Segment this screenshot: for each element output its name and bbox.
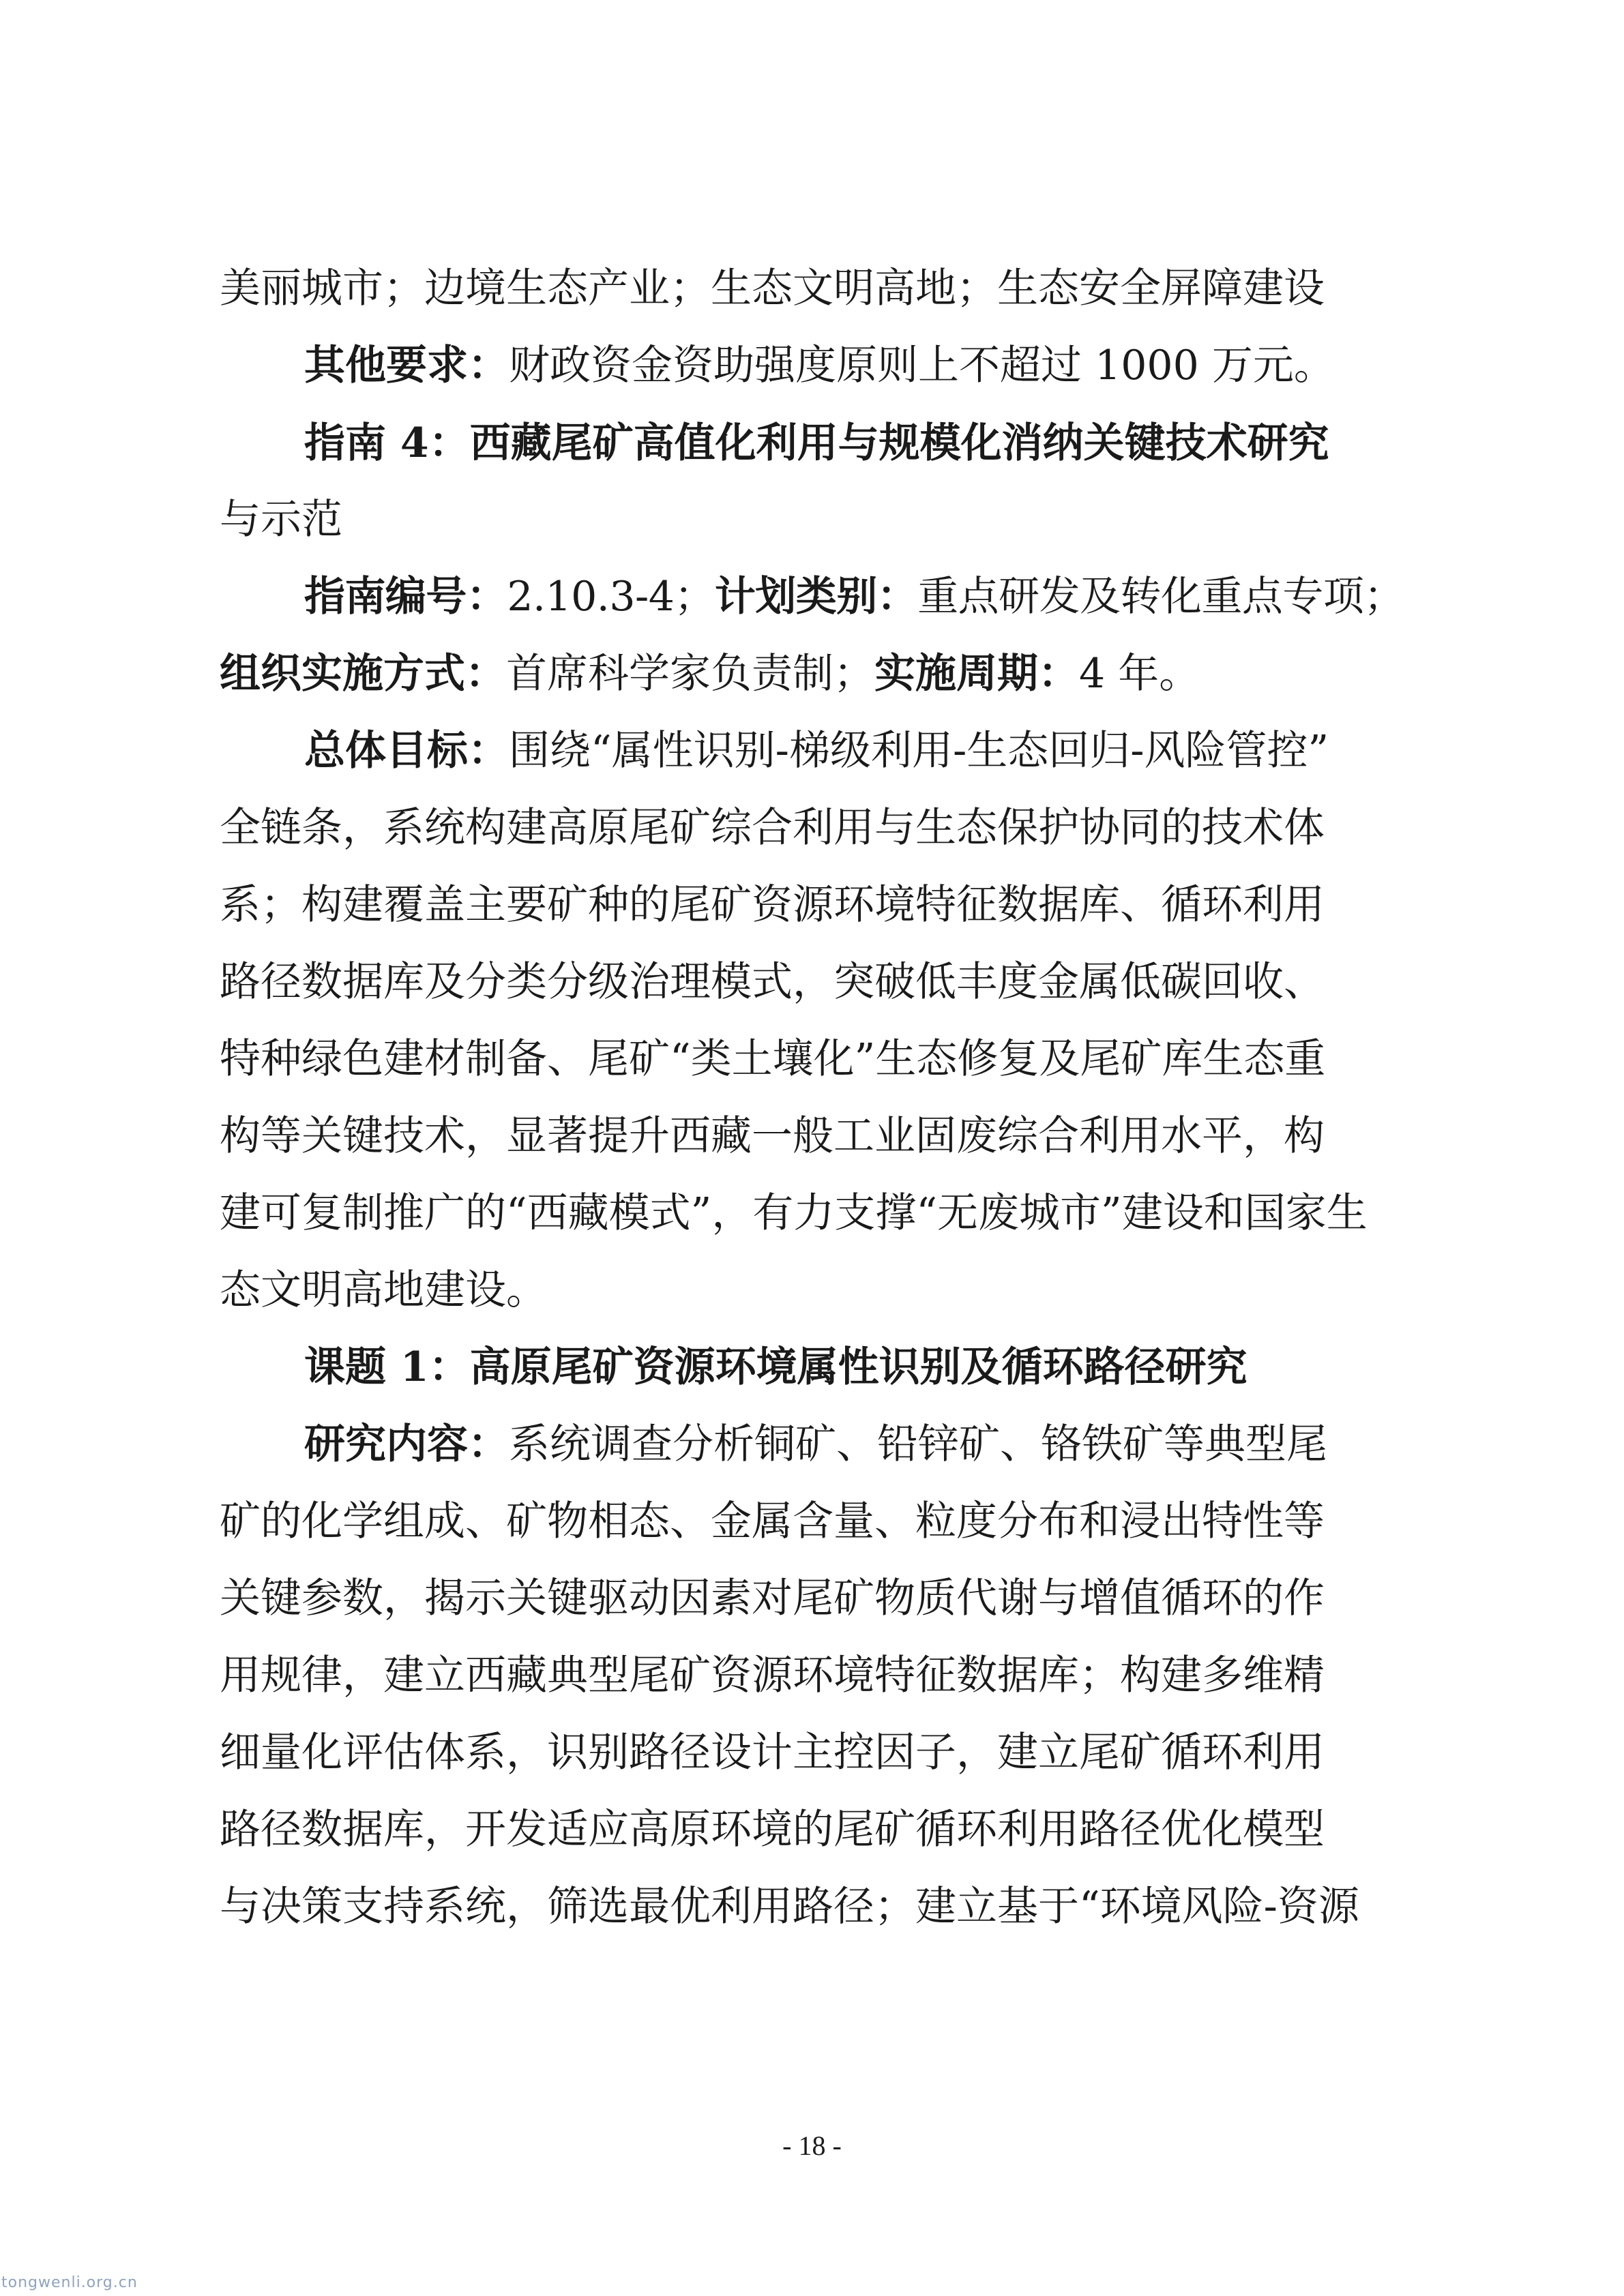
- text-line: [220, 1109, 1325, 1163]
- text-run: 路径数据库，开发适应高原环境的尾矿循环利用路径优化模型: [220, 1806, 1325, 1853]
- text-run: 矿的化学组成、矿物相态、金属含量、粒度分布和浸出特性等: [220, 1497, 1325, 1545]
- watermark: tongwenli.org.cn: [1, 2274, 138, 2291]
- bold-label: 组织实施方式：: [220, 650, 506, 698]
- text-line: [304, 1417, 1327, 1472]
- text-run: 关键参数，揭示关键驱动因素对尾矿物质代谢与增值循环的作: [220, 1575, 1325, 1622]
- text-line: [220, 1725, 1325, 1780]
- text-run: 细量化评估体系，识别路径设计主控因子，建立尾矿循环利用: [220, 1729, 1325, 1776]
- bold-label: 课题 1：高原尾矿资源环境属性识别及循环路径研究: [304, 1343, 1247, 1391]
- text-line: [220, 1879, 1359, 1934]
- text-line: [304, 338, 1335, 393]
- text-line: [220, 1802, 1325, 1857]
- text-run: 财政资金资助强度原则上不超过 1000 万元。: [509, 342, 1335, 389]
- text-run: 建可复制推广的“西藏模式”，有力支撑“无废城市”建设和国家生: [220, 1189, 1368, 1237]
- text-run: 构等关键技术，显著提升西藏一般工业固废综合利用水平，构: [220, 1112, 1325, 1160]
- text-run: 系；构建覆盖主要矿种的尾矿资源环境特征数据库、循环利用: [220, 881, 1325, 929]
- text-line: [220, 801, 1325, 855]
- text-line: [220, 1032, 1325, 1086]
- text-line: [220, 1494, 1325, 1549]
- text-run: 4 年。: [1079, 650, 1200, 698]
- bold-label: 指南 4：西藏尾矿高值化利用与规模化消纳关键技术研究: [304, 419, 1329, 467]
- text-run: 与决策支持系统，筛选最优利用路径；建立基于“环境风险-资源: [220, 1883, 1359, 1930]
- text-line: [220, 1186, 1368, 1240]
- bold-label: 计划类别：: [714, 573, 918, 621]
- text-run: 2.10.3-4；: [507, 573, 715, 621]
- text-run: 与示范: [220, 496, 342, 543]
- bold-label: 其他要求：: [304, 342, 509, 389]
- text-run: 重点研发及转化重点专项；: [917, 573, 1404, 621]
- heading-topic-1: [304, 1340, 1247, 1395]
- text-run: 用规律，建立西藏典型尾矿资源环境特征数据库；构建多维精: [220, 1652, 1325, 1699]
- text-run: 围绕“属性识别-梯级利用-生态回归-风险管控”: [509, 727, 1329, 775]
- text-line: [220, 955, 1325, 1009]
- text-line: [220, 878, 1325, 932]
- text-run: 态文明高地建设。: [220, 1266, 547, 1314]
- text-run: 全链条，系统构建高原尾矿综合利用与生态保护协同的技术体: [220, 804, 1325, 852]
- text-line: [304, 724, 1329, 778]
- text-line: [220, 1648, 1325, 1703]
- bold-label: 实施周期：: [874, 650, 1079, 698]
- text-run: 美丽城市；边境生态产业；生态文明高地；生态安全屏障建设: [220, 265, 1325, 312]
- text-run: 特种绿色建材制备、尾矿“类土壤化”生态修复及尾矿库生态重: [220, 1035, 1326, 1083]
- text-line: [220, 1263, 547, 1317]
- text-line: [220, 1571, 1325, 1626]
- text-line: [220, 646, 1200, 701]
- text-run: 路径数据库及分类分级治理模式，突破低丰度金属低碳回收、: [220, 958, 1325, 1006]
- text-line: [220, 261, 1325, 316]
- heading-guide-4: [304, 416, 1329, 471]
- text-line: [304, 569, 1404, 624]
- text-run: 系统调查分析铜矿、铅锌矿、铬铁矿等典型尾: [509, 1420, 1327, 1468]
- bold-label: 研究内容：: [304, 1420, 509, 1468]
- bold-label: 总体目标：: [304, 727, 509, 775]
- text-run: 首席科学家负责制；: [506, 650, 874, 698]
- page-number: - 18 -: [782, 2130, 842, 2161]
- bold-label: 指南编号：: [304, 573, 507, 621]
- heading-guide-4-cont: [220, 492, 342, 547]
